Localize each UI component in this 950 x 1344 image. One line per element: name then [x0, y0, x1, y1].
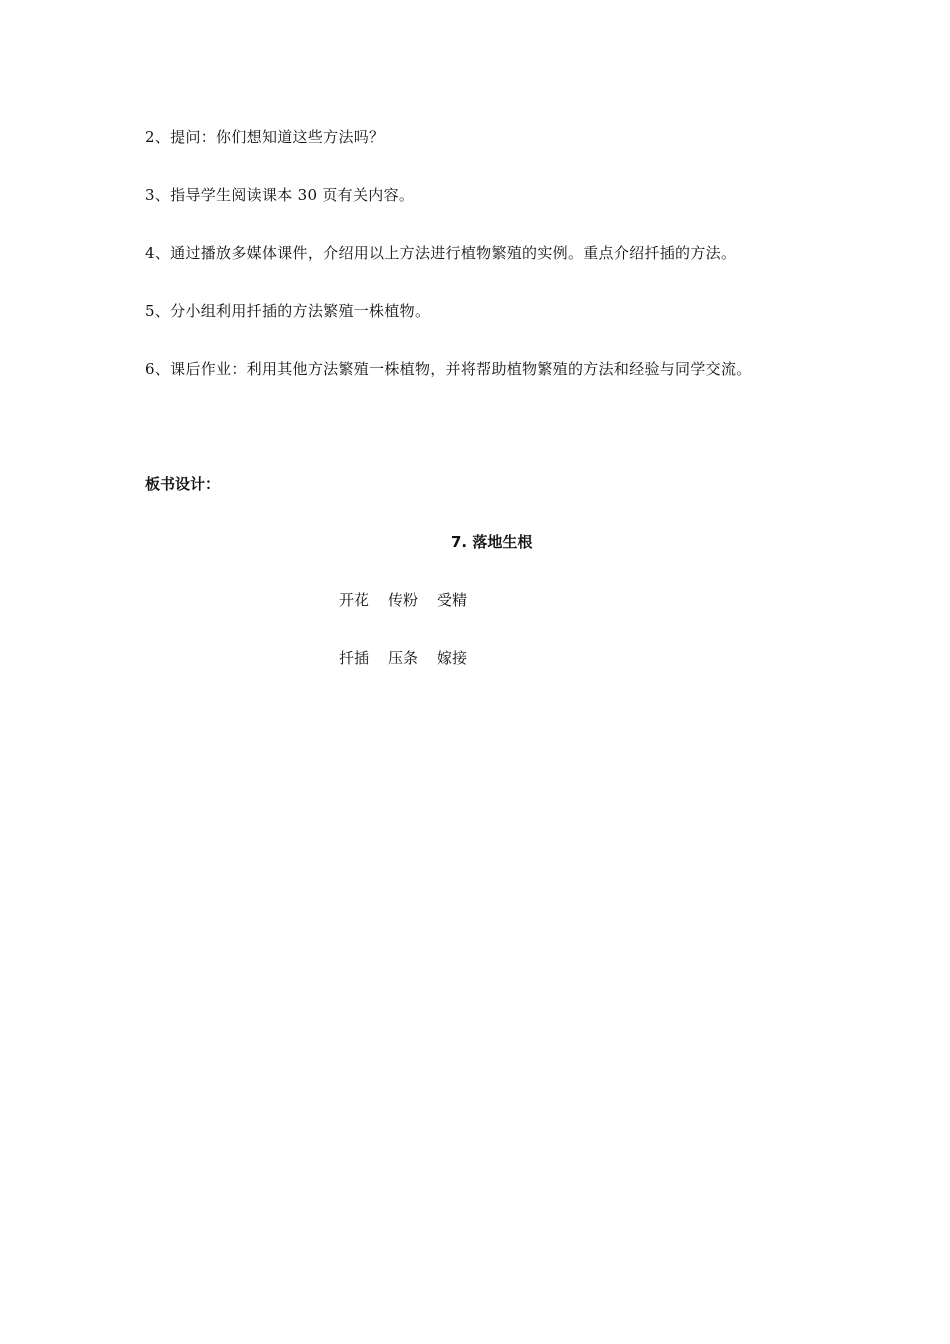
board-term: 扦插: [339, 649, 370, 667]
step-3: 3、指导学生阅读课本 30 页有关内容。: [145, 186, 415, 204]
board-row-propagation: [339, 648, 486, 668]
step-5: 5、分小组利用扦插的方法繁殖一株植物。: [145, 302, 431, 320]
board-row-pollination: [339, 590, 486, 610]
step-6: 6、课后作业：利用其他方法繁殖一株植物，并将帮助植物繁殖的方法和经验与同学交流。: [145, 360, 752, 378]
board-term: 受精: [437, 591, 468, 609]
board-term: 开花: [339, 591, 370, 609]
board-design-heading: 板书设计：: [145, 475, 221, 493]
board-design-title: 7. 落地生根: [451, 533, 533, 551]
step-2: 2、提问：你们想知道这些方法吗？: [145, 128, 385, 146]
board-term: 传粉: [388, 591, 419, 609]
board-term: 压条: [388, 649, 419, 667]
board-term: 嫁接: [437, 649, 468, 667]
step-4: 4、通过播放多媒体课件，介绍用以上方法进行植物繁殖的实例。重点介绍扦插的方法。: [145, 244, 737, 262]
